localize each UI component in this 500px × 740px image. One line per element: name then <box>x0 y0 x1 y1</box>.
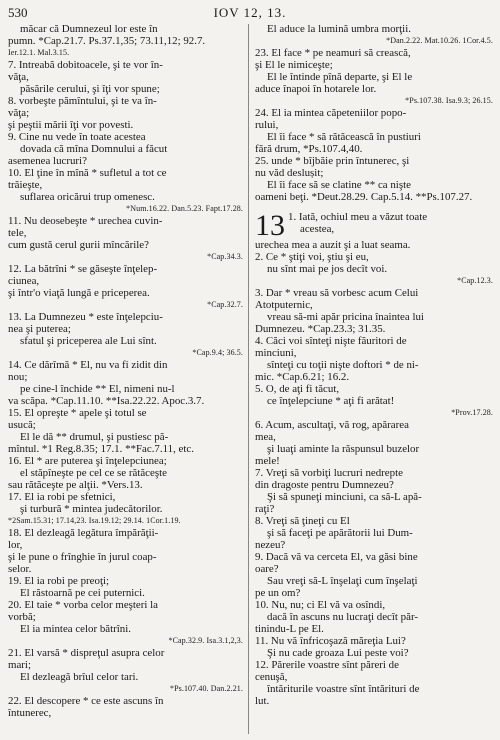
verse-line: Şi nu cade groaza Lui peste voi? <box>267 647 409 659</box>
verse-line: cum gustă cerul gurii mîncările? <box>8 239 149 251</box>
verse-line: 1. Iată, ochiul meu a văzut toate <box>288 211 428 223</box>
verse-line: tele, <box>8 227 27 239</box>
verse-line: 15. El opreşte * apele şi totul se <box>8 407 147 419</box>
verse-line: întunerec, <box>8 707 52 719</box>
verse-line: 8. Vreţi să ţineţi cu El <box>255 515 350 527</box>
verse-line: Atotputernic, <box>255 299 313 311</box>
verse-line: 3. Dar * vreau să vorbesc acum Celui <box>255 287 419 299</box>
verse-line: sînteţi cu toţii nişte doftori * de ni- <box>267 359 419 371</box>
verse-line: din dragoste pentru Dumnezeu? <box>255 479 394 491</box>
verse-line: *Cap.34.3. <box>207 252 243 261</box>
verse-line: sau rătăceşte pe alţii. *Vers.13. <box>8 479 143 491</box>
verse-line: *Cap.12.3. <box>457 276 493 285</box>
verse-line: 16. El * are puterea şi înţelepciunea; <box>8 455 167 467</box>
verse-line: 24. El ia mintea căpeteniilor popo- <box>255 107 407 119</box>
right-column-bottom <box>255 239 493 707</box>
verse-line: şi turbură * mintea judecătorilor. <box>20 503 163 515</box>
right-column-top <box>255 23 493 203</box>
verse-line: 14. Ce dărîmă * El, nu va fi zidit din <box>8 359 168 371</box>
verse-line: El răstoarnă pe cei puternici. <box>20 587 145 599</box>
verse-line: minciuni, <box>255 347 297 359</box>
verse-line: El le întinde pînă departe, şi El le <box>267 71 413 83</box>
verse-line: *Prov.17.28. <box>451 408 493 417</box>
verse-line: *Cap.32.9. Isa.3.1,2,3. <box>168 636 243 645</box>
verse-line: suflarea oricărui trup omenesc. <box>20 191 155 203</box>
verse-line: vreau să-mi apăr pricina înaintea lui <box>267 311 424 323</box>
verse-line: pumn. *Cap.21.7. Ps.37.1,35; 73.11,12; 92.7. <box>8 35 206 47</box>
verse-line: *Cap.32.7. <box>207 300 243 309</box>
verse-line: şi peştii mării îţi vor povesti. <box>8 119 134 131</box>
verse-line: El dezleagă brîul celor tari. <box>20 671 139 683</box>
chapter-number: 13 <box>255 209 285 242</box>
verse-line: văţa, <box>8 71 29 83</box>
verse-line: Şi să spuneţi minciuni, ca să-L apă- <box>267 491 422 503</box>
verse-line: întăriturile voastre sînt întărituri de <box>267 683 420 695</box>
verse-line: 7. Vreţi să vorbiţi lucruri nedrepte <box>255 467 403 479</box>
running-head: IOV 12, 13. <box>213 5 287 20</box>
verse-line: rului, <box>255 119 279 131</box>
verse-line: Ier.12.1. Mal.3.15. <box>8 48 70 57</box>
verse-line: *Ps.107.38. Isa.9.3; 26.15. <box>405 96 493 105</box>
verse-line: mele! <box>255 455 280 467</box>
chapter-start <box>255 209 493 242</box>
verse-line: 9. Dacă vă va cerceta El, va găsi bine <box>255 551 418 563</box>
verse-line: *Dan.2.22. Mat.10.26. 1Cor.4.5. <box>386 36 493 45</box>
verse-line: ce înţelepciune * aţi fi arătat! <box>267 395 395 407</box>
verse-line: sfatul şi priceperea ale Lui sînt. <box>20 335 157 347</box>
verse-line: 11. Nu deosebeşte * urechea cuvin- <box>8 215 163 227</box>
verse-line: 11. Nu vă înfricoşază măreţia Lui? <box>255 635 406 647</box>
verse-line: fără drum, *Ps.107.4,40. <box>255 143 363 155</box>
verse-line: 4. Căci voi sînteţi nişte făuritori de <box>255 335 407 347</box>
verse-line: oare? <box>255 563 279 575</box>
verse-line: 17. El ia robi pe sfetnici, <box>8 491 116 503</box>
verse-line: pe un om? <box>255 587 301 599</box>
verse-line: văţa; <box>8 107 30 119</box>
verse-line: păsările cerului, şi îţi vor spune; <box>20 83 160 95</box>
verse-line: selor. <box>8 563 32 575</box>
verse-line: 5. O, de aţi fi tăcut, <box>255 383 340 395</box>
verse-line: 6. Acum, ascultaţi, vă rog, apărarea <box>255 419 409 431</box>
verse-line: El ia mintea celor bătrîni. <box>20 623 131 635</box>
verse-line: pe cine-l închide ** El, nimeni nu-l <box>20 383 175 395</box>
verse-line: lut. <box>255 695 270 707</box>
verse-line: 12. La bătrîni * se găseşte înţelep- <box>8 263 158 275</box>
verse-line: Dumnezeu. *Cap.23.3; 31.35. <box>255 323 386 335</box>
verse-line: El aduce la lumină umbra morţii. <box>267 23 411 35</box>
verse-line: 9. Cine nu vede în toate acestea <box>8 131 146 143</box>
verse-line: mea, <box>255 431 276 443</box>
verse-line: urechea mea a auzit şi a luat seama. <box>255 239 411 251</box>
page-number: 530 <box>8 5 28 20</box>
verse-line: 19. El ia robi pe preoţi; <box>8 575 110 587</box>
verse-line: nou; <box>8 371 28 383</box>
verse-line: şi El le nimiceşte; <box>255 59 333 71</box>
verse-line: aduce înapoi în hotarele lor. <box>255 83 377 95</box>
verse-line: mîntul. *1 Reg.8.35; 17.1. **Fac.7.11, etc. <box>8 443 194 455</box>
right-column <box>255 23 493 707</box>
verse-line: 18. El dezleagă legătura împărăţii- <box>8 527 159 539</box>
column-divider <box>248 24 249 734</box>
verse-line: tinindu-L pe El. <box>255 623 324 635</box>
verse-line: 20. El taie * vorba celor meşteri la <box>8 599 158 611</box>
verse-line: trăieşte, <box>8 179 43 191</box>
verse-line: şi le pune o frînghie în jurul coap- <box>8 551 157 563</box>
verse-line: 21. El varsă * dispreţul asupra celor <box>8 647 165 659</box>
verse-line: cenuşă, <box>255 671 288 683</box>
verse-line: dacă în ascuns nu lucraţi decît păr- <box>267 611 418 623</box>
verse-line: usucă; <box>8 419 36 431</box>
verse-line: şi luaţi aminte la răspunsul buzelor <box>267 443 420 455</box>
verse-line: nea şi puterea; <box>8 323 71 335</box>
verse-line: 13. La Dumnezeu * este înţelepciu- <box>8 311 163 323</box>
verse-line: *Num.16.22. Dan.5.23. Fapt.17.28. <box>126 204 243 213</box>
verse-line: nu sînt mai pe jos decît voi. <box>267 263 388 275</box>
verse-line: raţi? <box>255 503 275 515</box>
verse-line: vorbă; <box>8 611 36 623</box>
verse-line: 10. Nu, nu; ci El vă va osîndi, <box>255 599 386 611</box>
verse-line: *Cap.9.4; 36.5. <box>192 348 243 357</box>
verse-line: lor, <box>8 539 23 551</box>
verse-line: mari; <box>8 659 31 671</box>
verse-line: 22. El descopere * ce este ascuns în <box>8 695 164 707</box>
verse-line: asemenea lucruri? <box>8 155 87 167</box>
verse-line: 10. El ţine în mînă * sufletul a tot ce <box>8 167 167 179</box>
verse-line: va scăpa. *Cap.11.10. **Isa.22.22. Apoc.3.7. <box>8 395 205 407</box>
verse-line: 25. unde * bîjbăie prin întunerec, şi <box>255 155 410 167</box>
left-column <box>8 23 243 719</box>
verse-line: El îi face * să rătăcească în pustiuri <box>267 131 421 143</box>
verse-line: 12. Părerile voastre sînt păreri de <box>255 659 399 671</box>
verse-line: *Ps.107.40. Dan.2.21. <box>170 684 243 693</box>
verse-line: 8. vorbeşte pămîntului, şi te va în- <box>8 95 157 107</box>
verse-line: *2Sam.15.31; 17.14,23. Isa.19.12; 29.14. 1Cor.1.19. <box>8 516 181 525</box>
verse-line: acestea, <box>300 223 335 235</box>
verse-line: ciunea, <box>8 275 40 287</box>
verse-line: 2. Ce * ştiţi voi, ştiu şi eu, <box>255 251 369 263</box>
verse-line: El le dă ** drumul, şi pustiesc pă- <box>20 431 169 443</box>
verse-line: măcar că Dumnezeul lor este în <box>20 23 158 35</box>
verse-line: şi să faceţi pe apărătorii lui Dum- <box>267 527 413 539</box>
verse-line: dovada că mîna Domnului a făcut <box>20 143 168 155</box>
verse-line: Sau vreţi să-L înşelaţi cum înşelaţi <box>267 575 418 587</box>
verse-line: şi într'o viaţă lungă e priceperea. <box>8 287 150 299</box>
verse-line: 7. Intreabă dobitoacele, şi te vor în- <box>8 59 163 71</box>
verse-line: nu văd deslușit; <box>255 167 324 179</box>
verse-line: el stăpîneşte pe cel ce se rătăceşte <box>20 467 167 479</box>
verse-line: 23. El face * pe neamuri să crească, <box>255 47 411 59</box>
page-header <box>8 4 492 22</box>
verse-line: oameni beţi. *Deut.28.29. Cap.5.14. **Ps.107.27. <box>255 191 473 203</box>
verse-line: nezeu? <box>255 539 286 551</box>
verse-line: mic. *Cap.6.21; 16.2. <box>255 371 350 383</box>
verse-line: El îi face să se clatine ** ca nişte <box>267 179 411 191</box>
